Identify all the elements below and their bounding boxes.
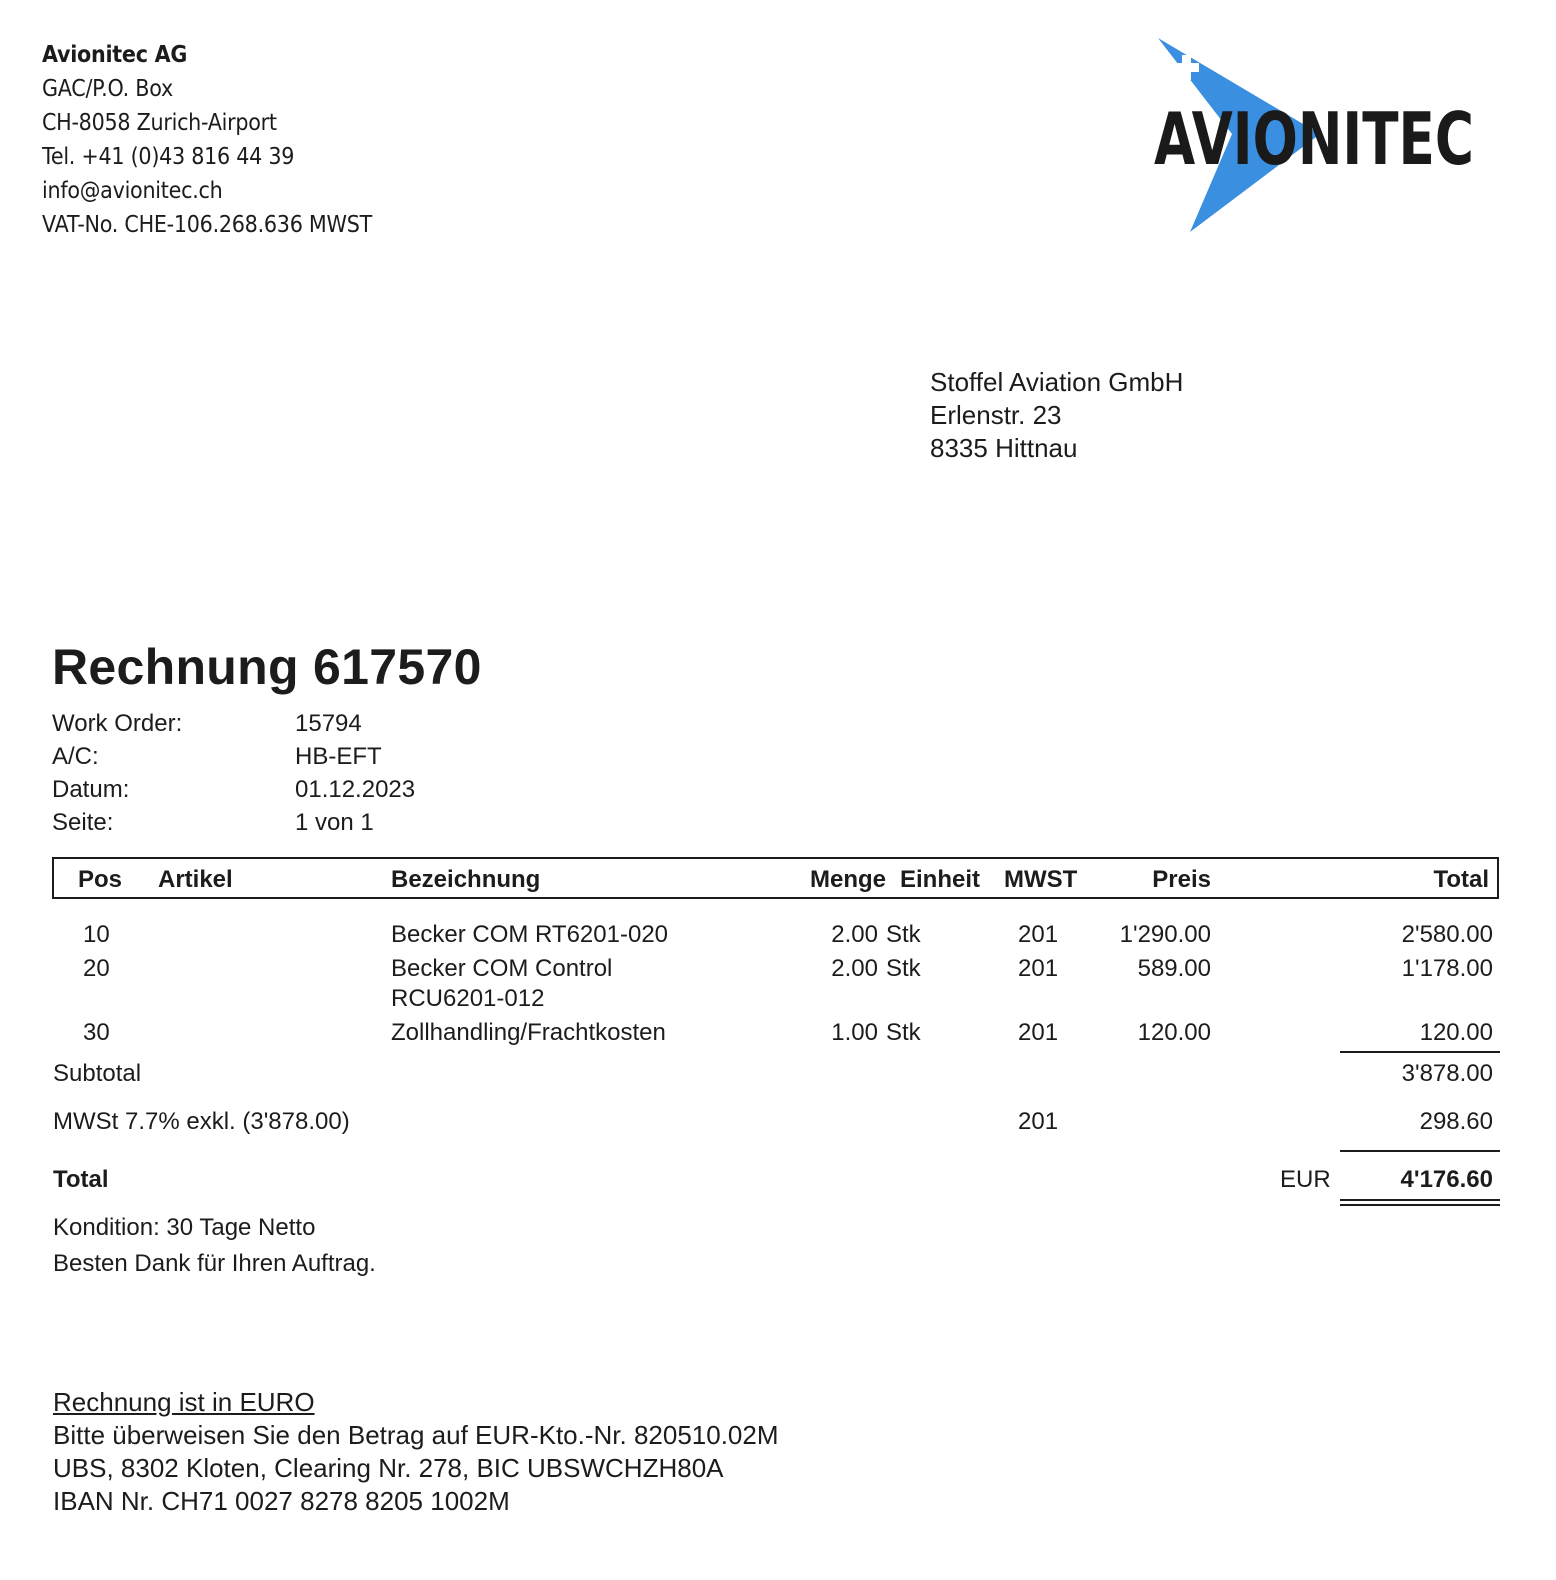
recipient-street: Erlenstr. 23: [930, 400, 1062, 430]
meta-label: A/C:: [52, 743, 99, 770]
row-unit: Stk: [886, 921, 921, 948]
subtotal-rule: [1340, 1051, 1500, 1053]
sender-city: CH-8058 Zurich-Airport: [42, 110, 277, 136]
thanks-note: Besten Dank für Ihren Auftrag.: [53, 1250, 376, 1277]
table-header: [52, 857, 1499, 899]
meta-label: Datum:: [52, 776, 130, 803]
sender-phone: Tel. +41 (0)43 816 44 39: [42, 144, 295, 170]
payment-line-iban: IBAN Nr. CH71 0027 8278 8205 1002M: [53, 1486, 510, 1516]
payment-heading: Rechnung ist in EURO: [53, 1387, 315, 1417]
row-price: 1'290.00: [1119, 921, 1211, 948]
total-rule-top: [1340, 1150, 1500, 1152]
sender-address: [42, 38, 510, 242]
sender-po-box: GAC/P.O. Box: [42, 76, 173, 102]
row-unit: Stk: [886, 1019, 921, 1046]
header-menge: Menge: [810, 866, 887, 893]
row-description: Becker COM RT6201-020: [391, 921, 669, 948]
row-quantity: 2.00: [831, 955, 878, 982]
payment-line-bank: UBS, 8302 Kloten, Clearing Nr. 278, BIC UBSWCHZH80A: [53, 1453, 724, 1483]
vat-value: 298.60: [1419, 1108, 1493, 1135]
row-total: 2'580.00: [1401, 921, 1493, 948]
meta-row-page: [52, 806, 415, 839]
subtotal-value: 3'878.00: [1401, 1060, 1493, 1087]
sender-company: Avionitec AG: [42, 42, 188, 68]
header-preis: Preis: [1152, 866, 1211, 893]
row-quantity: 2.00: [831, 921, 878, 948]
subtotal-label: Subtotal: [53, 1060, 142, 1087]
row-total: 1'178.00: [1401, 955, 1493, 982]
meta-row-work-order: [52, 707, 415, 740]
meta-label: Work Order:: [52, 710, 183, 737]
header-total: Total: [1433, 866, 1489, 893]
row-price: 589.00: [1137, 955, 1211, 982]
header-bezeichnung: Bezeichnung: [391, 866, 541, 893]
header-artikel: Artikel: [158, 866, 233, 893]
header-einheit: Einheit: [900, 866, 981, 893]
row-description: Zollhandling/Frachtkosten: [391, 1019, 666, 1046]
row-pos: 10: [83, 921, 110, 948]
meta-label: Seite:: [52, 809, 114, 836]
vat-label: MWSt 7.7% exkl. (3'878.00): [53, 1108, 350, 1135]
sender-email: info@avionitec.ch: [42, 178, 223, 204]
total-label: Total: [53, 1166, 109, 1193]
payment-instructions: [53, 1386, 779, 1518]
row-mwst: 201: [1018, 955, 1059, 982]
recipient-address: [930, 366, 1183, 465]
vat-code: 201: [1018, 1108, 1059, 1135]
payment-terms: Kondition: 30 Tage Netto: [53, 1214, 316, 1241]
meta-value: HB-EFT: [295, 743, 382, 770]
row-total: 120.00: [1419, 1019, 1493, 1046]
total-double-rule-2: [1340, 1204, 1500, 1206]
avionitec-logo: [1150, 36, 1480, 234]
row-description-line2: RCU6201-012: [391, 985, 545, 1012]
total-double-rule-1: [1340, 1199, 1500, 1201]
meta-value: 1 von 1: [295, 809, 374, 836]
row-quantity: 1.00: [831, 1019, 878, 1046]
invoice-meta: [52, 707, 415, 839]
header-pos: Pos: [78, 866, 123, 893]
invoice-title: Rechnung 617570: [52, 639, 482, 695]
total-value: 4'176.60: [1400, 1166, 1493, 1193]
row-price: 120.00: [1137, 1019, 1211, 1046]
recipient-name: Stoffel Aviation GmbH: [930, 367, 1184, 397]
total-currency: EUR: [1280, 1166, 1331, 1193]
meta-row-date: [52, 773, 415, 806]
logo-wordmark: AVIONITEC: [1154, 97, 1474, 181]
sender-vat: VAT-No. CHE-106.268.636 MWST: [42, 212, 372, 238]
row-mwst: 201: [1018, 921, 1059, 948]
header-mwst: MWST: [1004, 866, 1078, 893]
row-description: Becker COM Control: [391, 955, 613, 982]
meta-row-aircraft: [52, 740, 415, 773]
row-unit: Stk: [886, 955, 921, 982]
row-mwst: 201: [1018, 1019, 1059, 1046]
meta-value: 15794: [295, 710, 362, 737]
payment-line-account: Bitte überweisen Sie den Betrag auf EUR-Kto.-Nr. 820510.02M: [53, 1420, 779, 1450]
recipient-city: 8335 Hittnau: [930, 433, 1078, 463]
row-pos: 20: [83, 955, 110, 982]
row-pos: 30: [83, 1019, 110, 1046]
meta-value: 01.12.2023: [295, 776, 416, 803]
